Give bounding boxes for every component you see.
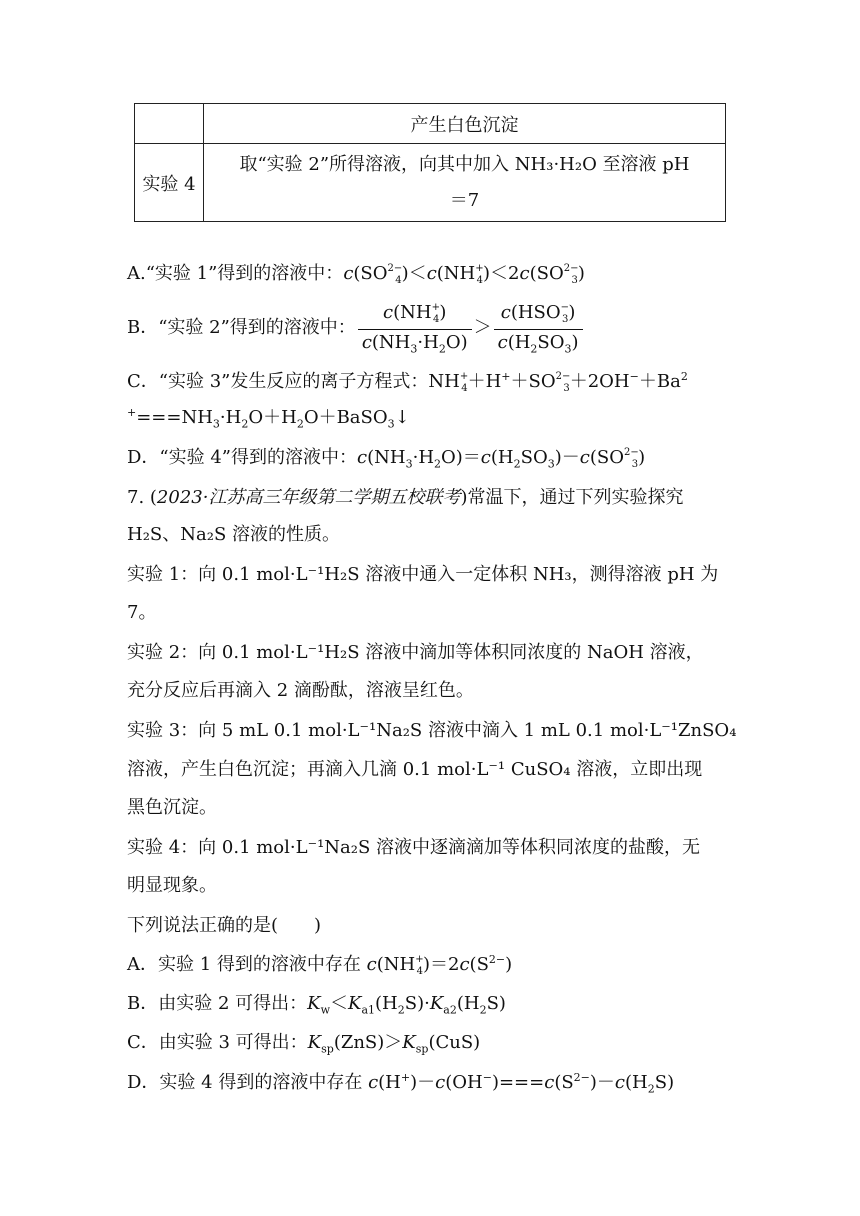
option-d-label: D．实验 4 得到的溶液中存在: [127, 1072, 369, 1093]
option-d-prefix: D．“实验 4”得到的溶液中：: [127, 447, 358, 468]
experiment-2-line2: 充分反应后再滴入 2 滴酚酞，溶液呈红色。: [127, 680, 474, 701]
experiment-table: [134, 103, 726, 222]
table-row: [135, 104, 726, 144]
question-7-stem: [127, 486, 683, 510]
fraction-left: $\frac{c(NH^+_4)}{c(NH_3\cdot H_2O)}$: [358, 300, 472, 356]
experiment-1-line1: 实验 1：向 0.1 mol·L⁻¹H₂S 溶液中通入一定体积 NH₃，测得溶液 pH 为: [127, 564, 719, 585]
fraction-right: $\frac{c(HSO^-_3)}{c(H_2SO_3)}$: [494, 300, 583, 356]
table-cell-label: 实验 4: [135, 144, 204, 222]
question-stem-line2: H₂S、Na₂S 溶液的性质。: [127, 524, 340, 545]
table-cell-result: 产生白色沉淀: [204, 104, 726, 144]
prev-option-b: B．“实验 2”得到的溶液中： $\frac{c(NH^+_4)}{c(NH_3\cdot H_2O)}$ ＞ $\frac{c(HSO^-_3)}{c(H_2SO_3)}$: [127, 300, 585, 356]
table-row: [135, 144, 726, 222]
option-b: B．由实验 2 可得出：$K_w<K_{a1}(H_2S)\cdot K_{a2}(H_2S)$: [127, 993, 506, 1017]
option-a-label: A．实验 1 得到的溶液中存在: [127, 954, 367, 975]
experiment-3-line2: 溶液，产生白色沉淀；再滴入几滴 0.1 mol·L⁻¹ CuSO₄ 溶液，立即出现: [127, 759, 703, 780]
experiment-2-line1: 实验 2：向 0.1 mol·L⁻¹H₂S 溶液中滴加等体积同浓度的 NaOH 溶液，: [127, 642, 704, 663]
question-ask: 下列说法正确的是( ): [127, 915, 322, 936]
question-stem: )常温下，通过下列实验探究: [460, 487, 684, 508]
prev-option-d: D．“实验 4”得到的溶液中：$c(NH_3\cdot H_2O)=c(H_2SO_3)-c(SO^{2-}_3)$: [127, 447, 646, 471]
table-cell-procedure: [204, 144, 726, 222]
experiment-3-line1: 实验 3：向 5 mL 0.1 mol·L⁻¹Na₂S 溶液中滴入 1 mL 0.1 mol·L⁻¹ZnSO₄: [127, 720, 737, 741]
prev-option-c-line2: $^+===NH_3\cdot H_2O+H_2O+BaSO_3↓$: [127, 406, 410, 431]
option-a-prefix: A.“实验 1”得到的溶液中：: [127, 263, 344, 284]
prev-option-a: A.“实验 1”得到的溶液中：$c(SO^{2-}_4)<c(NH^+_4)<2c(SO^{2-}_3)$: [127, 263, 585, 286]
option-d: D．实验 4 得到的溶液中存在 $c(H^+)-c(OH^-)===c(S^{2-})-c(H_2S)$: [127, 1071, 675, 1096]
procedure-line-2: ＝7: [449, 189, 480, 211]
table-cell-empty: [135, 104, 204, 144]
experiment-4-line2: 明显现象。: [127, 875, 217, 896]
question-number: 7. (: [127, 487, 157, 508]
experiment-4-line1: 实验 4：向 0.1 mol·L⁻¹Na₂S 溶液中逐滴滴加等体积同浓度的盐酸，无: [127, 837, 701, 858]
experiment-3-line3: 黑色沉淀。: [127, 797, 217, 818]
prev-option-c-line1: C．“实验 3”发生反应的离子方程式：$NH^+_4+H^++SO^{2-}_3+2OH^-+Ba^2$: [127, 370, 688, 394]
question-source: 2023·江苏高三年级第二学期五校联考: [156, 487, 461, 508]
procedure-line-1: 取“实验 2”所得溶液，向其中加入 NH₃·H₂O 至溶液 pH: [239, 153, 690, 175]
experiment-1-line2: 7。: [127, 602, 157, 623]
option-c-prefix: C．“实验 3”发生反应的离子方程式：: [127, 371, 429, 392]
option-c: C．由实验 3 可得出：$K_{sp}(ZnS)>K_{sp}(CuS)$: [127, 1032, 481, 1056]
option-b-prefix: B．“实验 2”得到的溶液中：: [127, 317, 356, 338]
option-b-label: B．由实验 2 可得出：: [127, 993, 308, 1014]
option-a: A．实验 1 得到的溶液中存在 $c(NH^+_4)=2c(S^{2-})$: [127, 953, 513, 977]
option-c-label: C．由实验 3 可得出：: [127, 1032, 308, 1053]
